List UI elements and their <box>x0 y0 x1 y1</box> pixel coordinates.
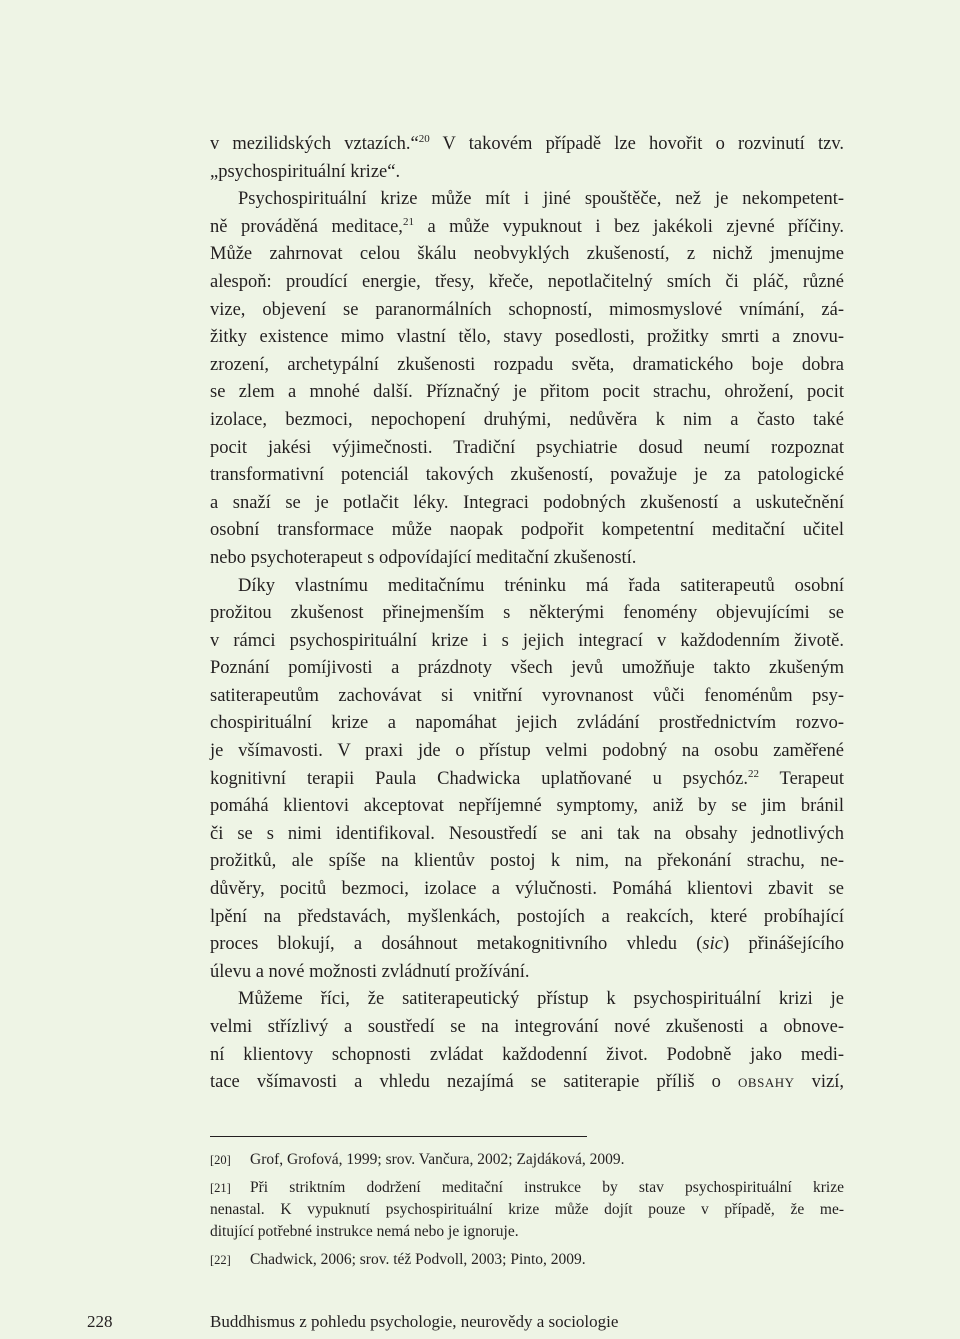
line-text: je všímavosti. V praxi jde o přístup velmi podobný na osobu zaměřené <box>210 741 844 762</box>
footnotes <box>210 1149 844 1271</box>
line-text: zrození, archetypální zkušenosti rozpadu světa, dramatického boje dobra <box>210 354 844 375</box>
line-text: „psychospirituální krize“. <box>210 161 401 182</box>
line-text: v rámci psychospirituální krize i s jejich integrací v každodenním životě. <box>210 630 844 651</box>
footnote-line <box>210 1199 844 1221</box>
line-text: alespoň: proudící energie, třesy, křeče, nepotlačitelný smích či pláč, různé <box>210 271 844 292</box>
text-line <box>210 407 844 435</box>
line-text: proces blokují, a dosáhnout metakognitivního vhledu ( <box>210 934 703 955</box>
footnote-ref: 21 <box>402 215 414 228</box>
footnote-line <box>210 1249 844 1271</box>
page-number: 228 <box>87 1312 113 1331</box>
footnote-text: Při striktním dodržení meditační instrukce by stav psychospirituální krize <box>250 1179 844 1196</box>
line-text: satiterapeutům zachovávat si vnitřní vyrovnanost vůči fenoménům psy- <box>210 685 844 706</box>
line-text: lpění na představách, myšlenkách, postojích a reakcích, které probíhající <box>210 906 844 927</box>
small-caps-text: obsahy <box>738 1072 795 1093</box>
line-text: nebo psychoterapeut s odpovídající meditační zkušeností. <box>210 547 637 568</box>
text-line <box>210 738 844 766</box>
text-line <box>210 959 844 987</box>
text-line <box>210 683 844 711</box>
footnote <box>210 1177 844 1243</box>
line-text: Může zahrnovat celou škálu neobvyklých zkušeností, z nichž jmenujme <box>210 244 844 265</box>
body-text <box>210 131 844 1097</box>
text-line <box>210 379 844 407</box>
text-line <box>210 241 844 269</box>
line-text: v mezilidských vztazích.“ <box>210 134 419 154</box>
line-text: Psychospirituální krize může mít i jiné spouštěče, než je nekompetent- <box>238 189 844 210</box>
line-text: důvěry, pocitů bezmoci, izolace a výlučnosti. Pomáhá klientovi zbavit se <box>210 879 844 900</box>
line-text: vize, objevení se paranormálních schopností, mimosmyslové vnímání, zá- <box>210 299 844 320</box>
line-text: se zlem a mnohé další. Příznačný je přitom pocit strachu, ohrožení, pocit <box>210 382 844 403</box>
line-text: osobní transformace může naopak podpořit kompetentní meditační učitel <box>210 520 844 541</box>
line-text: pocit jakési výjimečnosti. Tradiční psychiatrie dosud neumí rozpoznat <box>210 437 844 458</box>
line-text: ně prováděná meditace, <box>210 216 403 237</box>
text-line <box>210 821 844 849</box>
text-line <box>210 435 844 463</box>
footnote-line <box>210 1221 844 1243</box>
text-line <box>210 352 844 380</box>
footnote-text: ditující potřebné instrukce nemá nebo je ignoruje. <box>210 1223 519 1240</box>
text-line <box>210 848 844 876</box>
line-text-rest: a může vypuknout i bez jakékoli zjevné příčiny. <box>413 216 844 237</box>
line-text: úlevu a nové možnosti zvládnutí prožívání. <box>210 961 530 982</box>
text-line <box>210 986 844 1014</box>
text-line <box>210 904 844 932</box>
footnote-ref: 22 <box>747 767 759 780</box>
text-line <box>210 655 844 683</box>
line-text-rest: V takovém případě lze hovořit o rozvinutí tzv. <box>429 134 845 154</box>
line-text: chospirituální krize a napomáhat jejich zvládání prostřednictvím rozvo- <box>210 713 844 734</box>
text-line <box>210 186 844 214</box>
line-text-rest: vizí, <box>794 1072 844 1093</box>
footnote-text: Chadwick, 2006; srov. též Podvoll, 2003; Pinto, 2009. <box>250 1251 586 1268</box>
footnote-number: [20] <box>210 1153 231 1167</box>
text-line <box>210 214 844 242</box>
text-line <box>210 131 844 159</box>
text-line <box>210 269 844 297</box>
line-text: Můžeme říci, že satiterapeutický přístup k psychospirituální krizi je <box>238 989 844 1010</box>
text-line <box>210 793 844 821</box>
line-text: prožitků, ale spíše na klientův postoj k nim, na překonání strachu, ne- <box>210 851 844 872</box>
footnote <box>210 1149 844 1171</box>
footnote <box>210 1249 844 1271</box>
text-line <box>210 1014 844 1042</box>
line-text: ní klientovy schopnosti zvládat každodenní život. Podobně jako medi- <box>210 1044 844 1065</box>
text-line <box>210 490 844 518</box>
line-text: Poznání pomíjivosti a prázdnoty všech jevů umožňuje takto zkušeným <box>210 658 844 679</box>
line-text: a snaží se je potlačit léky. Integraci podobných zkušeností a uskutečnění <box>210 492 844 513</box>
text-line <box>210 573 844 601</box>
text-line <box>210 931 844 959</box>
text-line <box>210 159 844 187</box>
footnote-line <box>210 1177 844 1199</box>
line-text: transformativní potenciál takových zkušeností, považuje je za patologické <box>210 465 844 486</box>
footnote-rule <box>210 1136 587 1137</box>
text-line <box>210 766 844 794</box>
text-line <box>210 876 844 904</box>
text-line <box>210 600 844 628</box>
footnote-number: [21] <box>210 1181 231 1195</box>
line-text: tace všímavosti a vhledu nezajímá se satiterapie příliš o <box>210 1072 739 1093</box>
text-line <box>210 710 844 738</box>
line-text: Díky vlastnímu meditačnímu tréninku má řada satiterapeutů osobní <box>238 575 844 596</box>
line-text: velmi střízlivý a soustředí se na integrování nové zkušenosti a obnove- <box>210 1017 844 1037</box>
line-text: pomáhá klientovi akceptovat nepříjemné symptomy, aniž by se jim bránil <box>210 796 844 817</box>
line-text: žitky existence mimo vlastní tělo, stavy posedlosti, prožitky smrti a znovu- <box>210 327 844 348</box>
line-text: prožitou zkušenost přinejmenším s některými fenomény objevujícími se <box>210 603 844 624</box>
footnote-text: Grof, Grofová, 1999; srov. Vančura, 2002; Zajdáková, 2009. <box>250 1151 625 1168</box>
footnote-ref: 20 <box>418 133 430 145</box>
line-text: či se s nimi identifikoval. Nesoustředí se ani tak na obsahy jednotlivých <box>210 823 844 844</box>
text-line <box>210 462 844 490</box>
text-line <box>210 1069 844 1097</box>
footnote-number: [22] <box>210 1253 231 1267</box>
text-line <box>210 297 844 325</box>
line-text: izolace, bezmoci, nepochopení druhými, nedůvěra k nim a často také <box>210 409 844 430</box>
text-line <box>210 324 844 352</box>
footnote-text: nenastal. K vypuknutí psychospirituální krize může dojít pouze v případě, že me- <box>210 1201 844 1218</box>
text-line <box>210 1042 844 1070</box>
footnote-line <box>210 1149 844 1171</box>
text-line <box>210 517 844 545</box>
line-text-rest: ) přinášejícího <box>722 934 844 955</box>
italic-text: sic <box>702 934 723 955</box>
text-line <box>210 628 844 656</box>
line-text: kognitivní terapii Paula Chadwicka uplatňované u psychóz. <box>210 768 748 789</box>
text-line <box>210 545 844 573</box>
line-text-rest: Terapeut <box>758 768 844 789</box>
running-title: Buddhismus z pohledu psychologie, neurovědy a sociologie <box>210 1312 619 1331</box>
